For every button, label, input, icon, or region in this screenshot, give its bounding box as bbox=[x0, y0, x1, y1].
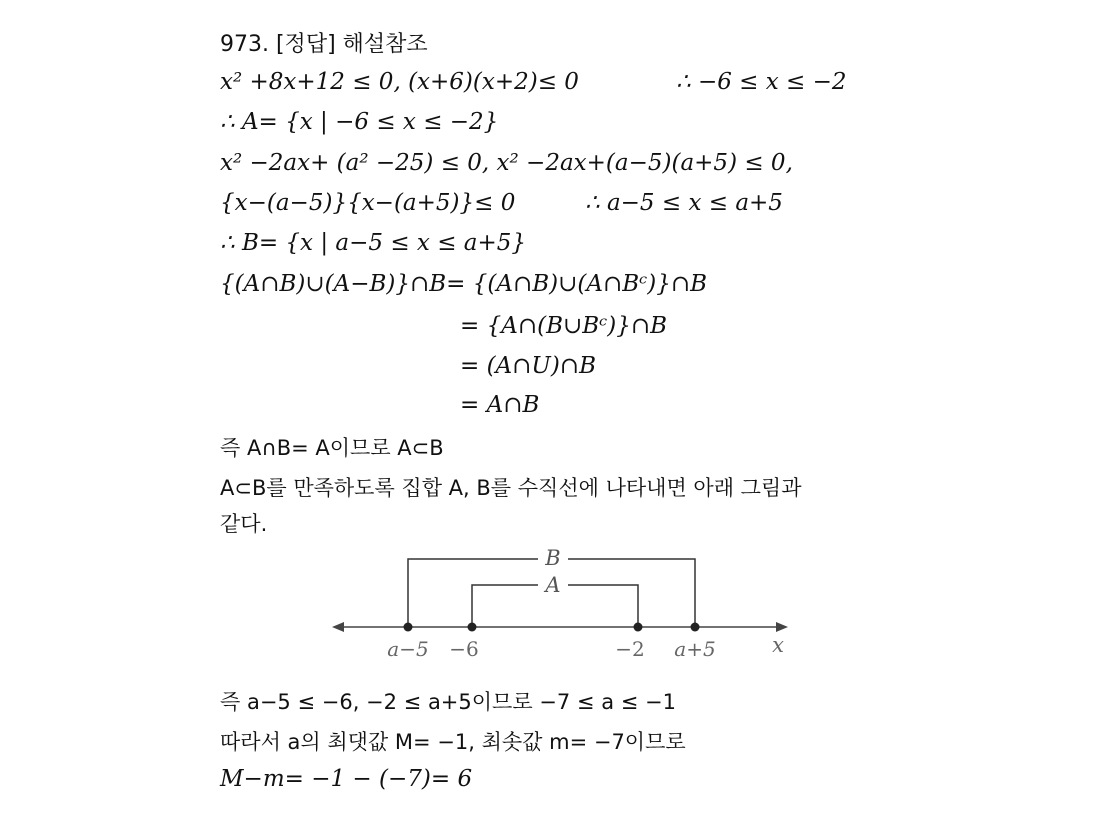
solution-line-10: 즉 A∩B= A이므로 A⊂B bbox=[220, 436, 444, 460]
solution-line-5: ∴ B= {x | a−5 ≤ x ≤ a+5} bbox=[220, 230, 527, 256]
solution-line-4: {x−(a−5)}{x−(a+5)}≤ 0 bbox=[220, 190, 516, 216]
axis-label-x: x bbox=[772, 633, 784, 657]
point-minus-6 bbox=[468, 623, 477, 632]
set-b-bracket-right bbox=[568, 559, 695, 627]
problem-title: 973. [정답] 해설참조 bbox=[220, 32, 428, 57]
set-b-label: B bbox=[545, 546, 561, 570]
point-a-plus-5 bbox=[691, 623, 700, 632]
point-minus-2 bbox=[634, 623, 643, 632]
label-a-minus-5: a−5 bbox=[387, 637, 429, 661]
solution-line-14: 따라서 a의 최댓값 M= −1, 최솟값 m= −7이므로 bbox=[220, 730, 686, 754]
solution-line-6: {(A∩B)∪(A−B)}∩B= {(A∩B)∪(A∩Bᶜ)}∩B bbox=[220, 271, 708, 297]
solution-line-7: = {A∩(B∪Bᶜ)}∩B bbox=[460, 313, 668, 339]
solution-line-8: = (A∩U)∩B bbox=[460, 353, 596, 379]
number-line-figure bbox=[330, 545, 800, 665]
solution-line-12: 같다. bbox=[220, 512, 268, 536]
axis-left-arrow bbox=[332, 622, 344, 632]
set-b-bracket-left bbox=[408, 559, 538, 627]
solution-line-1: x² +8x+12 ≤ 0, (x+6)(x+2)≤ 0 bbox=[220, 69, 579, 95]
solution-line-4-conclusion: ∴ a−5 ≤ x ≤ a+5 bbox=[585, 190, 783, 216]
point-a-minus-5 bbox=[404, 623, 413, 632]
axis-right-arrow bbox=[776, 622, 788, 632]
solution-line-2: ∴ A= {x | −6 ≤ x ≤ −2} bbox=[220, 109, 499, 135]
label-minus-6: −6 bbox=[449, 637, 479, 661]
label-minus-2: −2 bbox=[615, 637, 645, 661]
set-a-label: A bbox=[545, 573, 561, 597]
solution-line-15: M−m= −1 − (−7)= 6 bbox=[220, 766, 473, 792]
solution-line-1-conclusion: ∴ −6 ≤ x ≤ −2 bbox=[676, 69, 847, 95]
set-a-bracket-right bbox=[568, 585, 638, 627]
label-a-plus-5: a+5 bbox=[674, 637, 716, 661]
set-a-bracket-left bbox=[472, 585, 538, 627]
solution-line-11: A⊂B를 만족하도록 집합 A, B를 수직선에 나타내면 아래 그림과 bbox=[220, 476, 802, 500]
solution-line-13: 즉 a−5 ≤ −6, −2 ≤ a+5이므로 −7 ≤ a ≤ −1 bbox=[220, 690, 676, 714]
solution-line-9: = A∩B bbox=[460, 392, 540, 418]
solution-line-3: x² −2ax+ (a² −25) ≤ 0, x² −2ax+(a−5)(a+5) ≤ 0, bbox=[220, 150, 793, 176]
